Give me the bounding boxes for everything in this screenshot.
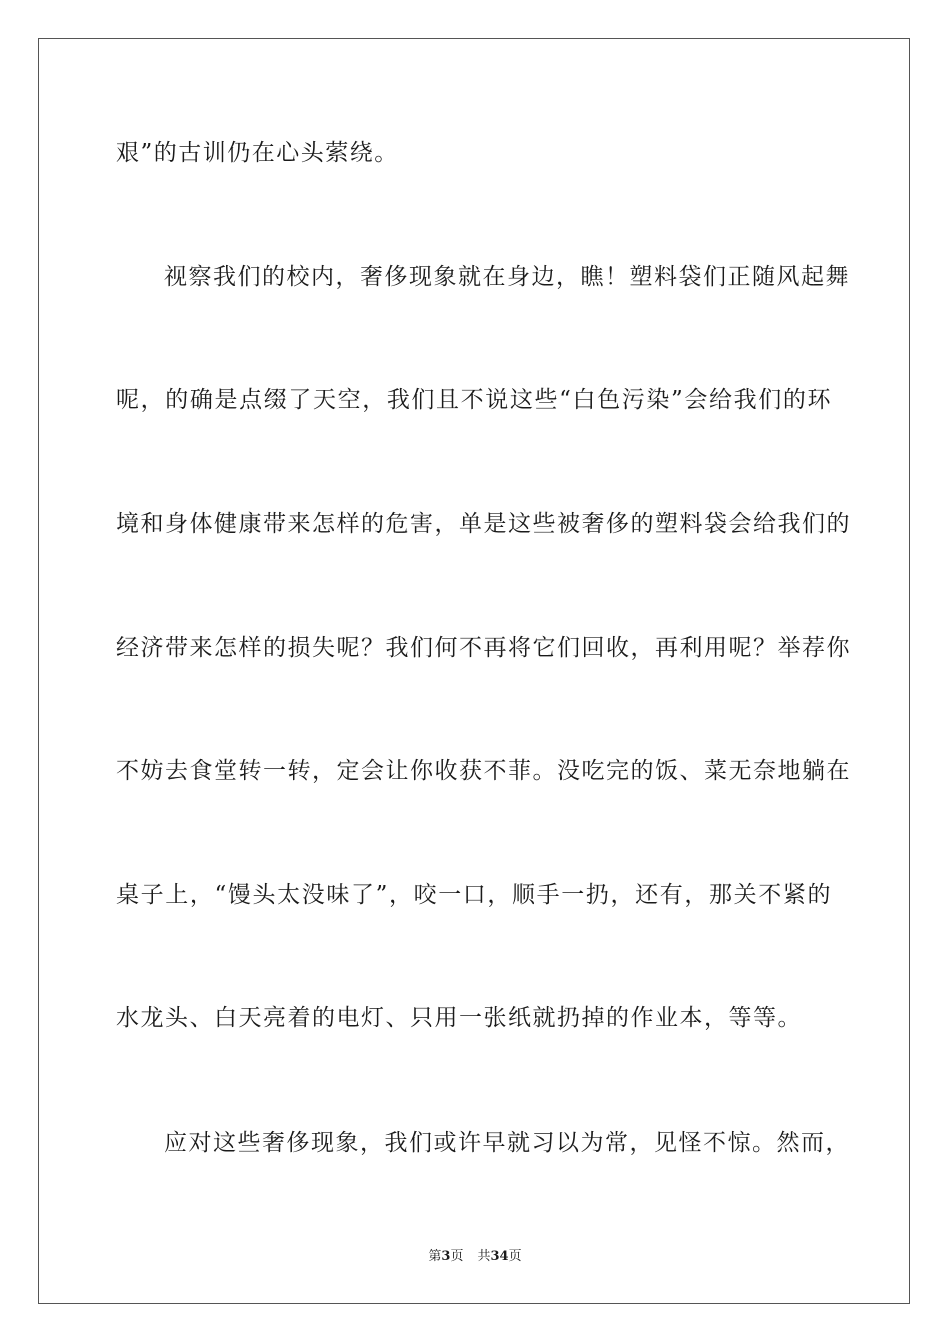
footer-total-suffix: 页 xyxy=(508,1249,522,1264)
footer-total-number: 34 xyxy=(490,1249,509,1264)
text-line-2: 视察我们的校内，奢侈现象就在身边，瞧！塑料袋们正随风起舞 xyxy=(164,264,850,290)
footer-page-number: 3 xyxy=(441,1249,451,1264)
text-line-8: 水龙头、白天亮着的电灯、只用一张纸就扔掉的作业本，等等。 xyxy=(116,1005,802,1031)
footer-total-prefix: 共 xyxy=(477,1249,491,1264)
text-line-7: 桌子上，“馒头太没味了”，咬一口，顺手一扔，还有，那关不紧的 xyxy=(116,882,832,908)
text-line-4: 境和身体健康带来怎样的危害，单是这些被奢侈的塑料袋会给我们的 xyxy=(116,511,851,537)
page-footer xyxy=(0,1248,950,1266)
text-line-1: 艰”的古训仍在心头萦绕。 xyxy=(116,140,399,166)
text-line-6: 不妨去食堂转一转，定会让你收获不菲。没吃完的饭、菜无奈地躺在 xyxy=(116,758,851,784)
text-line-5: 经济带来怎样的损失呢？我们何不再将它们回收，再利用呢？举荐你 xyxy=(116,635,851,661)
page-border xyxy=(38,38,910,1304)
text-line-3: 呢，的确是点缀了天空，我们且不说这些“白色污染”会给我们的环 xyxy=(116,387,832,413)
footer-page-suffix: 页 xyxy=(450,1249,464,1264)
text-line-9: 应对这些奢侈现象，我们或许早就习以为常，见怪不惊。然而， xyxy=(164,1130,850,1156)
footer-page-prefix: 第 xyxy=(428,1249,442,1264)
